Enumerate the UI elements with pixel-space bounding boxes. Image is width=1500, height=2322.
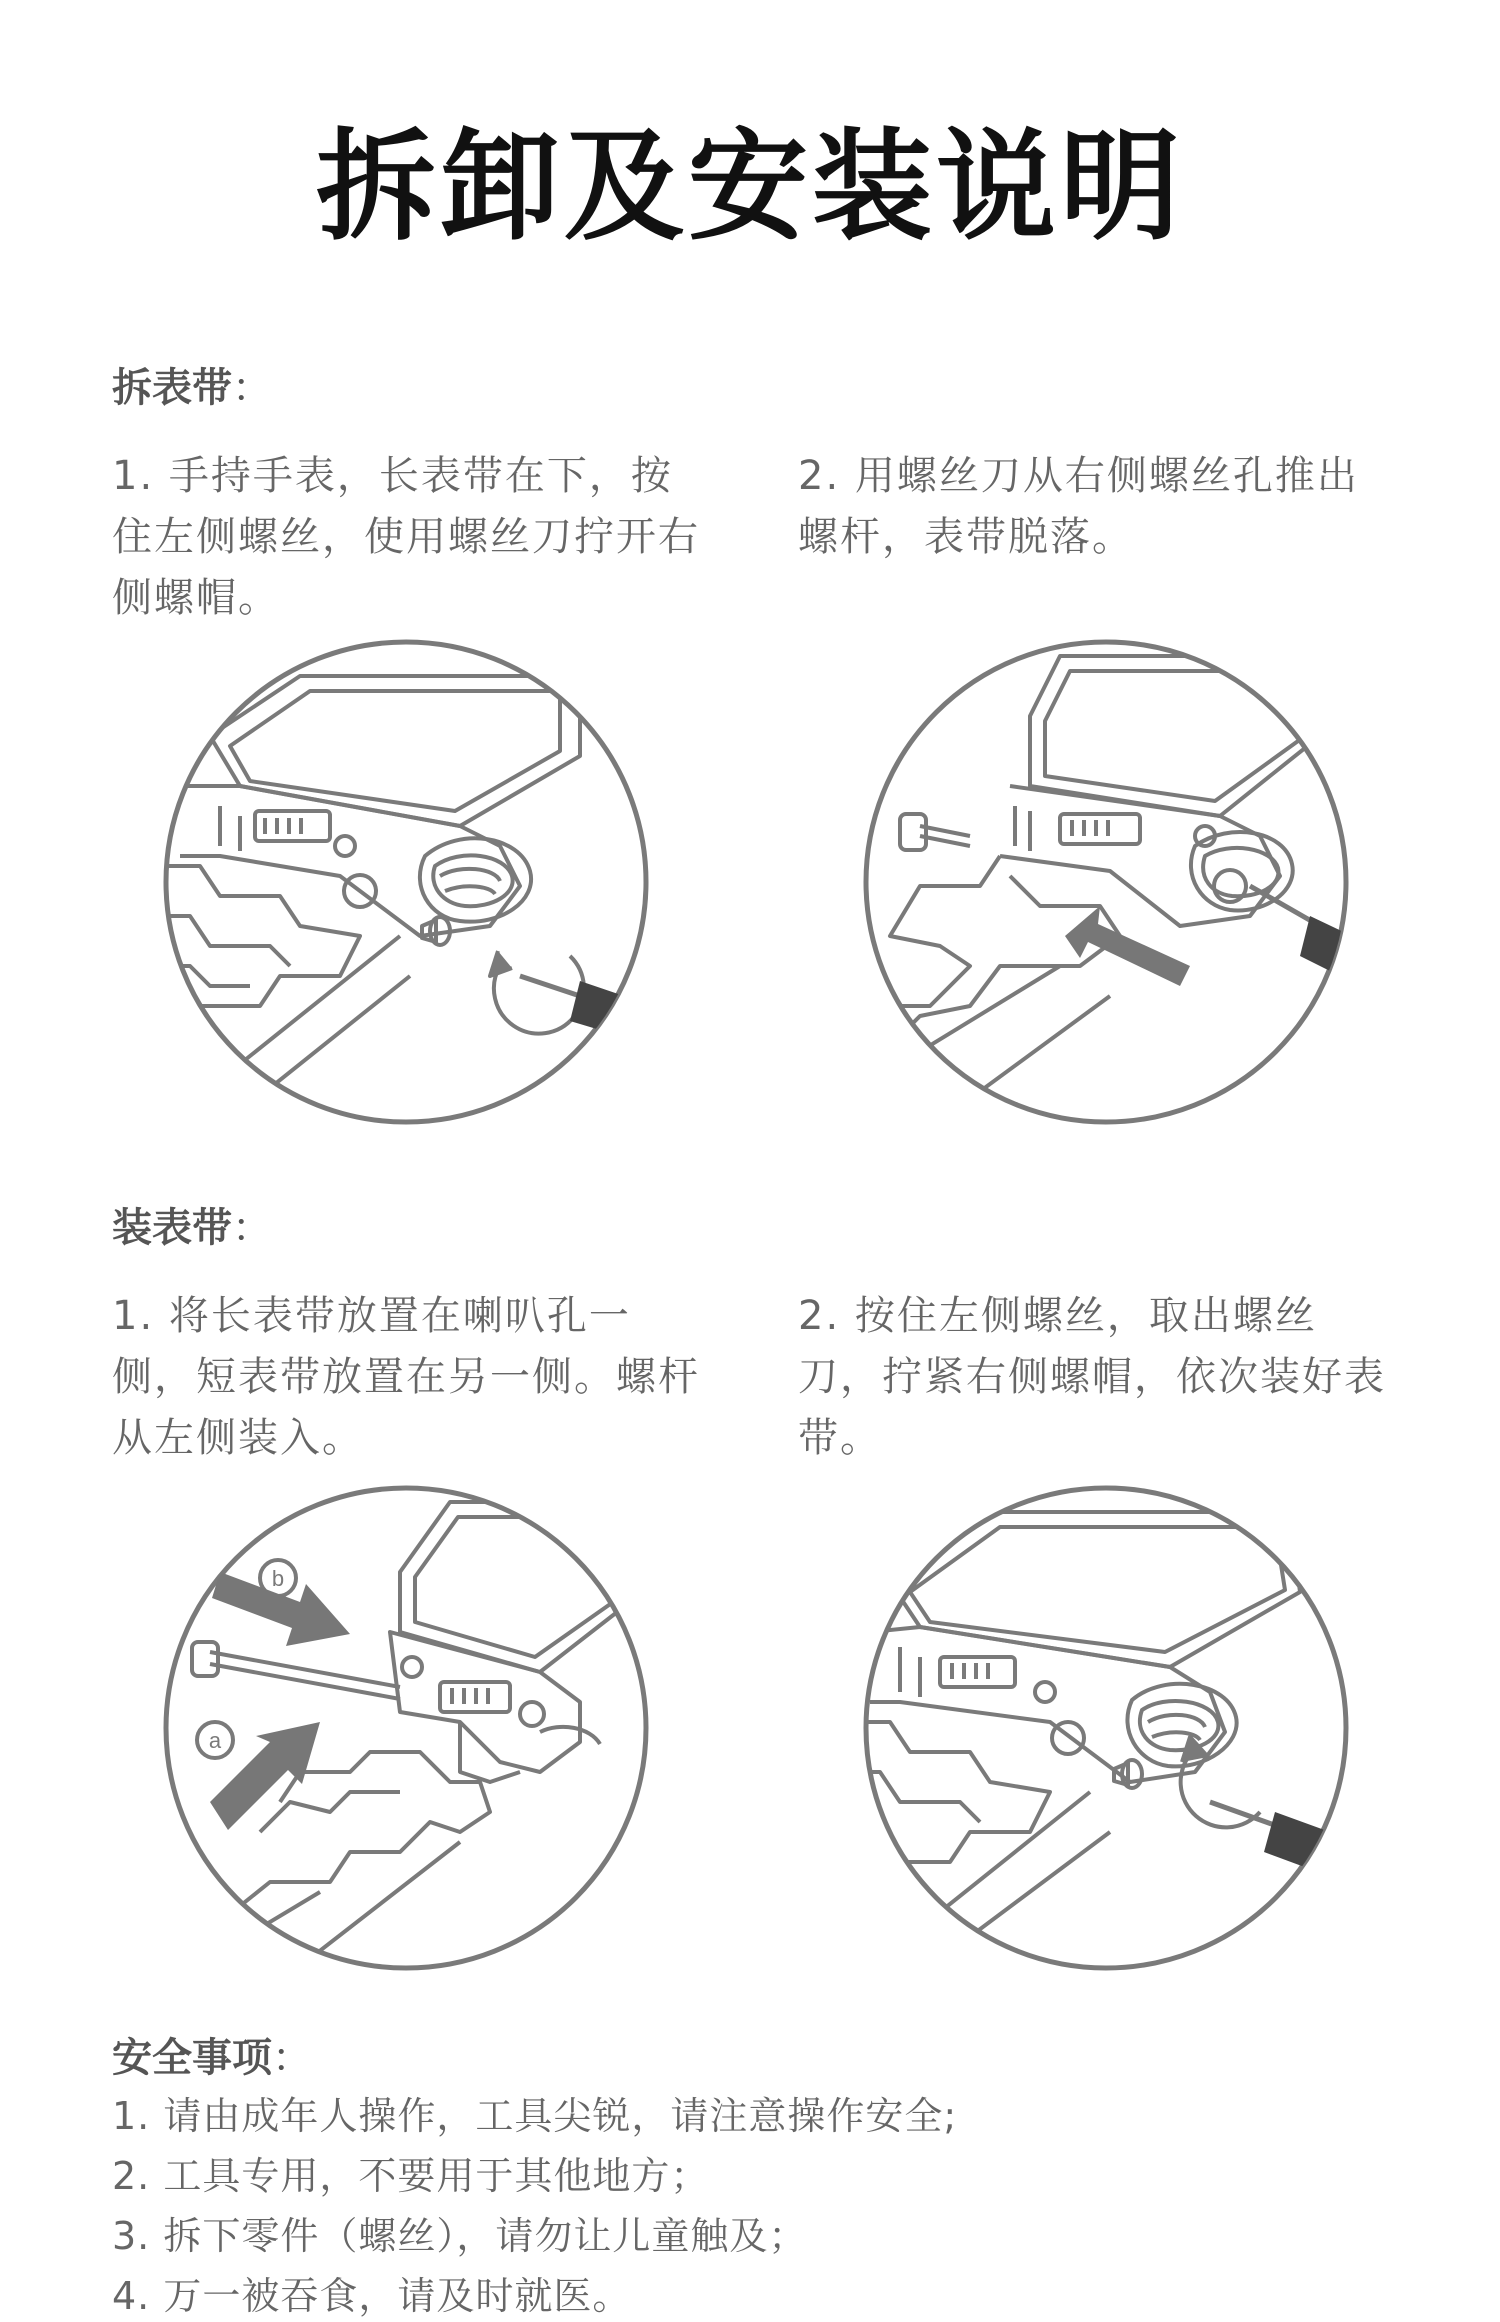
page-title: 拆卸及安装说明 <box>316 118 1184 257</box>
removal-heading-text: 拆表带 <box>112 365 232 411</box>
install-step-1 <box>112 1286 712 1469</box>
safety-heading-colon: ： <box>272 2035 312 2081</box>
removal-heading-colon: ： <box>232 365 272 411</box>
step-text: 手持手表，长表带在下，按住左侧螺丝，使用螺丝刀拧开右侧螺帽。 <box>112 453 700 621</box>
step-text: 将长表带放置在喇叭孔一侧，短表带放置在另一侧。螺杆从左侧装入。 <box>112 1293 700 1461</box>
removal-step-2 <box>798 446 1398 568</box>
removal-step-1 <box>112 446 712 629</box>
safety-item: 1. 请由成年人操作，工具尖锐，请注意操作安全; <box>112 2094 958 2138</box>
safety-item: 2. 工具专用，不要用于其他地方； <box>112 2154 710 2198</box>
step-number: 2. <box>798 453 841 499</box>
safety-item: 3. 拆下零件（螺丝），请勿让儿童触及； <box>112 2214 808 2258</box>
illustration-unscrew-cap <box>160 636 652 1128</box>
step-text: 用螺丝刀从右侧螺丝孔推出螺杆，表带脱落。 <box>798 453 1359 560</box>
watch-tighten-icon <box>860 1482 1352 1974</box>
safety-heading <box>112 2032 312 2084</box>
safety-heading-text: 安全事项 <box>112 2035 272 2081</box>
callout-a: a <box>208 1728 222 1753</box>
install-step-2 <box>798 1286 1398 1469</box>
illustration-tighten-cap <box>860 1482 1352 1974</box>
step-number: 1. <box>112 453 155 499</box>
step-text: 按住左侧螺丝，取出螺丝刀，拧紧右侧螺帽，依次装好表带。 <box>798 1293 1386 1461</box>
removal-heading <box>112 362 272 414</box>
illustration-push-pin <box>860 636 1352 1128</box>
watch-push-pin-icon <box>860 636 1352 1128</box>
safety-item: 4. 万一被吞食，请及时就医。 <box>112 2274 632 2318</box>
step-number: 1. <box>112 1293 155 1339</box>
callout-b: b <box>271 1566 285 1591</box>
install-heading-text: 装表带 <box>112 1205 232 1251</box>
watch-unscrew-icon <box>160 636 652 1128</box>
install-heading <box>112 1202 272 1254</box>
install-heading-colon: ： <box>232 1205 272 1251</box>
illustration-insert-pin <box>160 1482 652 1974</box>
watch-insert-pin-icon <box>160 1482 652 1974</box>
step-number: 2. <box>798 1293 841 1339</box>
